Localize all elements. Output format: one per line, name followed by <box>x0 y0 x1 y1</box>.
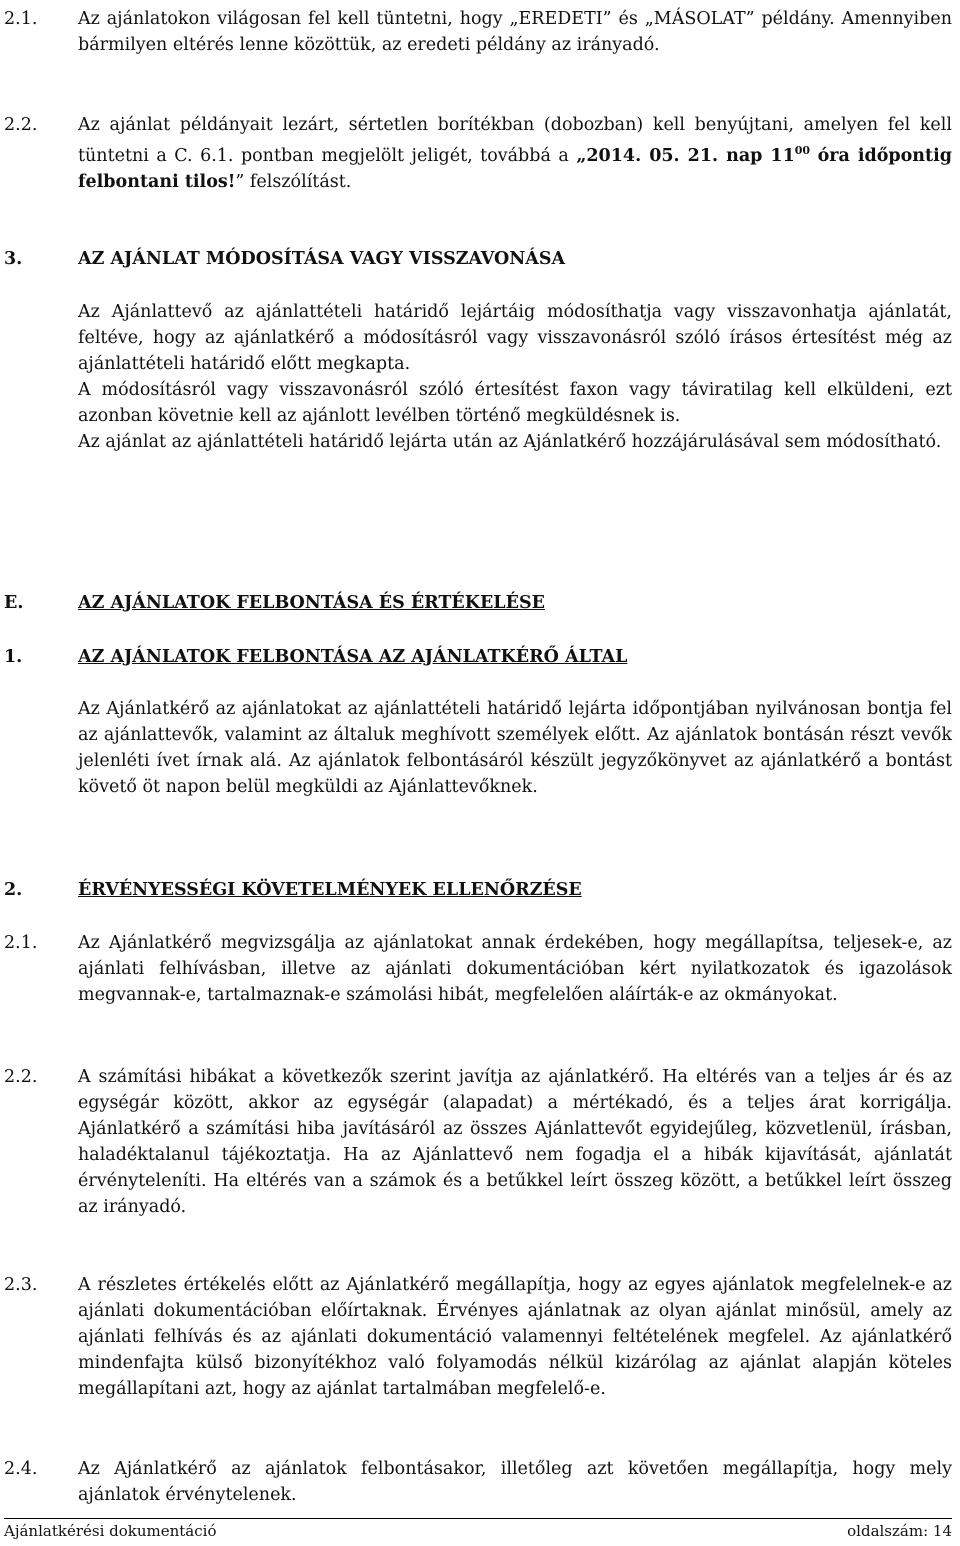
clause-2-3-b <box>4 1272 952 1402</box>
section-1-body <box>4 696 952 800</box>
clause-number: 2.3. <box>4 1275 38 1295</box>
clause-2-4-b <box>4 1456 952 1508</box>
deadline-minutes: 00 <box>794 144 811 157</box>
clause-2-2-b <box>4 1064 952 1220</box>
footer-page-number: oldalszám: 14 <box>847 1522 952 1540</box>
section-title: ÉRVÉNYESSÉGI KÖVETELMÉNYEK ELLENŐRZÉSE <box>78 880 582 900</box>
footer-document-title: Ajánlatkérési dokumentáció <box>4 1522 217 1540</box>
clause-number: 2.4. <box>4 1459 38 1479</box>
clause-text <box>78 112 952 195</box>
section-e-heading <box>4 590 952 616</box>
clause-number: 2.1. <box>4 933 38 953</box>
section-number: 1. <box>4 647 23 667</box>
section-2-heading <box>4 877 952 903</box>
paragraph: Az ajánlat az ajánlattételi határidő lejárta után az Ajánlatkérő hozzájárulásával sem módosítható. <box>78 432 942 452</box>
clause-text: Az Ajánlatkérő megvizsgálja az ajánlatokat annak érdekében, hogy megállapítsa, teljesek-e, az ajánlati felhívásban, illetve az ajánlati dokumentációban kért nyilatkozatok és igazolások megvannak-e, tartalmaznak-e számolási hibát, megfelelően aláírták-e az okmányokat. <box>78 933 952 1005</box>
section-number: 3. <box>4 249 23 269</box>
clause-number: 2.2. <box>4 1067 38 1087</box>
deadline-bold-2: óra időpontig felbontani tilos! <box>78 145 952 192</box>
section-title: AZ AJÁNLATOK FELBONTÁSA ÉS ÉRTÉKELÉSE <box>78 593 545 613</box>
clause-text: Az ajánlatokon világosan fel kell tüntetni, hogy „EREDETI” és „MÁSOLAT” példány. Amennyiben bármilyen eltérés lenne közöttük, az eredeti példány az irányadó. <box>78 9 952 55</box>
paragraph: Az Ajánlattevő az ajánlattételi határidő lejártáig módosíthatja vagy visszavonhatja ajánlatát, feltéve, hogy az ajánlatkérő a módosításról vagy visszavonásról szóló írásos értesítést még az ajánlattételi határidő előtt megkapta. <box>78 302 952 374</box>
page-footer <box>4 1518 952 1546</box>
clause-number: 2.1. <box>4 9 38 29</box>
clause-number: 2.2. <box>4 115 38 135</box>
clause-text-a: Az ajánlat példányait lezárt, sértetlen borítékban (dobozban) kell benyújtani, amelyen fel kell tüntetni a C. 6.1. pontban megjelölt jeligét, továbbá a <box>78 115 952 166</box>
section-title: AZ AJÁNLAT MÓDOSÍTÁSA VAGY VISSZAVONÁSA <box>78 249 566 269</box>
deadline-bold: „2014. 05. 21. nap 11 <box>576 145 795 166</box>
clause-2-1-b <box>4 930 952 1008</box>
clause-2-1 <box>4 6 952 58</box>
paragraph: Az Ajánlatkérő az ajánlatokat az ajánlattételi határidő lejárta időpontjában nyilvánosan bontja fel az ajánlattevők, valamint az általuk meghívott személyek előtt. Az ajánlatok bontásán részt vevők jelenléti ívet írnak alá. Az ajánlatok felbontásáról készült jegyzőkönyvet az ajánlatkérő a bontást követő öt napon belül megküldi az Ajánlattevőknek. <box>78 699 952 797</box>
clause-text: A számítási hibákat a következők szerint javítja az ajánlatkérő. Ha eltérés van a teljes ár és az egységár között, akkor az egységár (alapadat) a mértékadó, és a teljes árat korrigálja. Ajánlatkérő a számítási hiba javításáról az összes Ajánlattevőt egyidejűleg, közvetlenül, írásban, haladéktalanul tájékoztatja. Ha az Ajánlattevő nem fogadja el a hibák kijavítását, ajánlatát érvényteleníti. Ha eltérés van a számok és a betűkkel leírt összeg között, a betűkkel leírt összeg az irányadó. <box>78 1067 952 1217</box>
paragraph: A módosításról vagy visszavonásról szóló értesítést faxon vagy táviratilag kell elküldeni, ezt azonban követnie kell az ajánlott levélben történő megküldésnek is. <box>78 380 952 426</box>
section-title: AZ AJÁNLATOK FELBONTÁSA AZ AJÁNLATKÉRŐ ÁLTAL <box>78 647 628 667</box>
clause-text: A részletes értékelés előtt az Ajánlatkérő megállapítja, hogy az egyes ajánlatok megfelelnek-e az ajánlati dokumentációban előírtaknak. Érvényes ajánlatnak az olyan ajánlat minősül, amely az ajánlati felhívás és az ajánlati dokumentáció valamennyi feltételének megfelel. Az ajánlatkérő mindenfajta külső bizonyítékhoz való folyamodás nélkül kizárólag az ajánlat alapján köteles megállapítani azt, hogy az ajánlat tartalmában megfelelő-e. <box>78 1275 952 1399</box>
section-3-body <box>4 299 952 455</box>
section-number: 2. <box>4 880 23 900</box>
section-3-heading <box>4 246 952 272</box>
section-1-heading <box>4 644 952 670</box>
section-number: E. <box>4 593 24 613</box>
clause-text-b: ” felszólítást. <box>235 171 352 192</box>
clause-text: Az Ajánlatkérő az ajánlatok felbontásakor, illetőleg azt követően megállapítja, hogy mely ajánlatok érvénytelenek. <box>78 1459 952 1505</box>
clause-2-2 <box>4 112 952 195</box>
